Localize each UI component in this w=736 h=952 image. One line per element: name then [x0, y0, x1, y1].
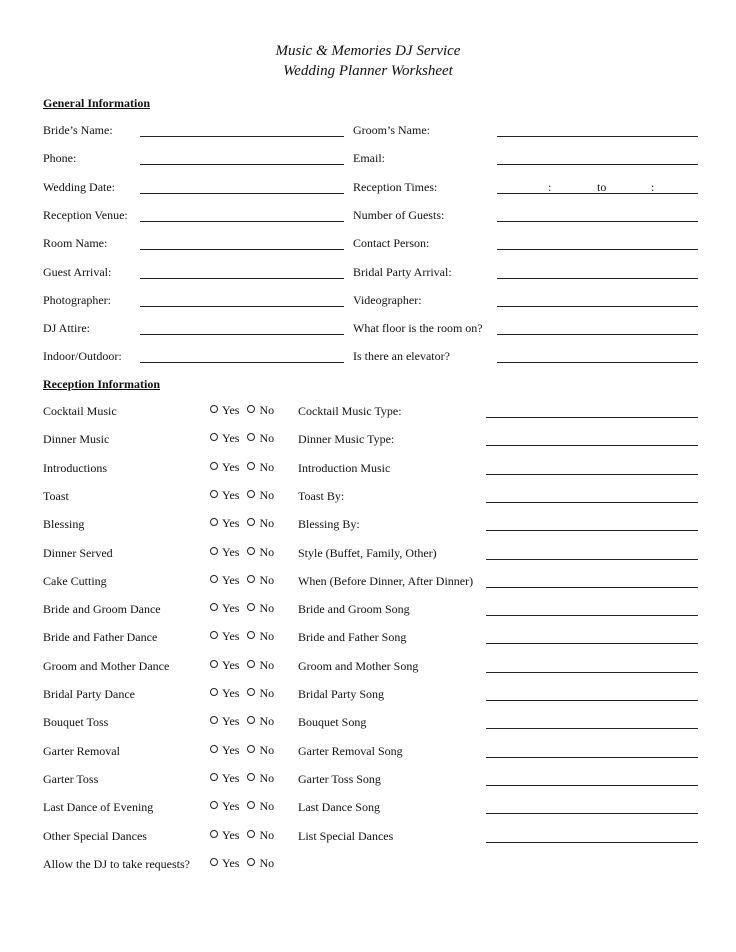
radio-circle-icon[interactable] [247, 631, 255, 639]
yes-no-options [210, 714, 274, 729]
radio-circle-icon[interactable] [210, 631, 218, 639]
yes-no-options [210, 771, 274, 786]
yes-option[interactable] [210, 714, 239, 729]
field-line[interactable] [497, 334, 698, 335]
radio-circle-icon[interactable] [210, 547, 218, 555]
radio-circle-icon[interactable] [210, 858, 218, 866]
radio-circle-icon[interactable] [210, 490, 218, 498]
event-label: Dinner Music [43, 432, 110, 447]
no-label: No [259, 714, 275, 729]
event-label: Other Special Dances [43, 828, 147, 843]
yes-option[interactable] [210, 573, 239, 588]
no-option[interactable] [247, 799, 274, 814]
field-line[interactable] [497, 136, 698, 137]
no-option[interactable] [247, 545, 274, 560]
yes-no-options [210, 403, 274, 418]
detail-line[interactable] [486, 700, 698, 701]
yes-no-options [210, 460, 274, 475]
detail-label: Groom and Mother Song [298, 658, 419, 673]
no-label: No [259, 686, 275, 700]
yes-option[interactable] [210, 658, 239, 673]
field-line[interactable] [140, 278, 344, 279]
field-line[interactable] [497, 362, 698, 363]
field-line[interactable] [140, 193, 344, 194]
detail-label: Bride and Groom Song [298, 602, 410, 617]
yes-option[interactable] [210, 743, 239, 758]
yes-label: Yes [222, 403, 240, 417]
worksheet-title-line2: Wedding Planner Worksheet [283, 63, 453, 79]
general-information-heading: General Information [43, 96, 150, 110]
time-colon: : [651, 179, 655, 194]
event-label: Introductions [43, 460, 107, 475]
yes-option[interactable] [210, 516, 239, 531]
yes-no-options [210, 573, 274, 588]
no-option[interactable] [247, 629, 274, 644]
field-label: Is there an elevator? [353, 349, 450, 364]
no-label: No [259, 487, 275, 502]
field-line[interactable] [497, 306, 698, 307]
detail-label: Dinner Music Type: [298, 432, 395, 447]
detail-label: Bouquet Song [298, 715, 367, 730]
event-label: Cake Cutting [43, 573, 107, 588]
radio-circle-icon[interactable] [210, 688, 218, 696]
detail-line[interactable] [486, 813, 698, 814]
radio-circle-icon[interactable] [247, 518, 255, 526]
no-label: No [259, 431, 275, 446]
no-option[interactable] [247, 743, 274, 758]
radio-circle-icon[interactable] [210, 433, 218, 441]
yes-option[interactable] [210, 828, 239, 843]
field-label: Groom’s Name: [353, 123, 430, 137]
yes-label: Yes [222, 516, 240, 531]
yes-no-options [210, 686, 274, 701]
radio-circle-icon[interactable] [210, 773, 218, 781]
field-label: Guest Arrival: [43, 264, 112, 279]
radio-circle-icon[interactable] [247, 801, 255, 809]
field-line[interactable] [497, 164, 698, 165]
no-label: No [259, 799, 275, 814]
radio-circle-icon[interactable] [210, 518, 218, 526]
detail-line[interactable] [486, 728, 698, 729]
detail-label: Blessing By: [298, 517, 360, 532]
no-option[interactable] [247, 573, 274, 588]
radio-circle-icon[interactable] [247, 830, 255, 838]
field-line[interactable] [140, 334, 344, 335]
event-label: Bridal Party Dance [43, 687, 135, 701]
detail-line[interactable] [486, 672, 698, 673]
yes-no-options [210, 658, 274, 673]
yes-no-options [210, 488, 274, 503]
yes-option[interactable] [210, 545, 239, 560]
detail-line[interactable] [486, 445, 698, 446]
no-option[interactable] [247, 460, 274, 475]
radio-circle-icon[interactable] [247, 433, 255, 441]
event-label: Last Dance of Evening [43, 800, 154, 815]
radio-circle-icon[interactable] [210, 603, 218, 611]
field-label: Videographer: [353, 292, 422, 307]
field-line[interactable] [497, 278, 698, 279]
yes-label: Yes [222, 742, 240, 757]
detail-line[interactable] [486, 587, 698, 588]
detail-line[interactable] [486, 615, 698, 616]
yes-label: Yes [222, 657, 240, 672]
field-line[interactable] [497, 221, 698, 222]
event-label: Bride and Groom Dance [43, 602, 161, 617]
yes-no-options [210, 545, 274, 560]
field-label: DJ Attire: [43, 321, 90, 336]
detail-line[interactable] [486, 530, 698, 531]
field-label: Reception Venue: [43, 207, 128, 222]
no-option[interactable] [247, 714, 274, 729]
yes-label: Yes [222, 714, 240, 729]
event-label: Bride and Father Dance [43, 630, 158, 645]
yes-label: Yes [222, 431, 240, 446]
yes-option[interactable] [210, 856, 239, 871]
event-label: Groom and Mother Dance [43, 658, 170, 673]
detail-label: Cocktail Music Type: [298, 404, 402, 418]
radio-circle-icon[interactable] [210, 801, 218, 809]
no-label: No [259, 629, 275, 644]
detail-line[interactable] [486, 757, 698, 758]
no-label: No [259, 770, 275, 785]
detail-label: Introduction Music [298, 460, 391, 475]
detail-label: List Special Dances [298, 828, 394, 843]
detail-line[interactable] [486, 559, 698, 560]
radio-circle-icon[interactable] [210, 405, 218, 413]
reception-information-heading: Reception Information [43, 377, 160, 391]
field-line[interactable] [140, 136, 344, 137]
field-line[interactable] [140, 362, 344, 363]
yes-option[interactable] [210, 403, 239, 418]
detail-line[interactable] [486, 643, 698, 644]
radio-circle-icon[interactable] [210, 830, 218, 838]
field-label: Bride’s Name: [43, 123, 113, 137]
radio-circle-icon[interactable] [247, 660, 255, 668]
field-line[interactable] [140, 164, 344, 165]
event-label: Dinner Served [43, 545, 113, 560]
detail-label: Toast By: [298, 488, 345, 503]
yes-option[interactable] [210, 460, 239, 475]
yes-option[interactable] [210, 686, 239, 701]
field-label: Reception Times: [353, 179, 438, 194]
yes-label: Yes [222, 855, 240, 870]
field-label: Wedding Date: [43, 179, 116, 194]
radio-circle-icon[interactable] [247, 858, 255, 866]
yes-option[interactable] [210, 771, 239, 786]
radio-circle-icon[interactable] [247, 405, 255, 413]
yes-label: Yes [222, 601, 240, 616]
detail-label: Bride and Father Song [298, 630, 407, 645]
no-option[interactable] [247, 403, 274, 418]
yes-option[interactable] [210, 799, 239, 814]
detail-label: Style (Buffet, Family, Other) [298, 545, 437, 560]
yes-option[interactable] [210, 629, 239, 644]
yes-no-options [210, 743, 274, 758]
radio-circle-icon[interactable] [247, 773, 255, 781]
event-label: Blessing [43, 517, 85, 532]
yes-label: Yes [222, 770, 240, 785]
no-option[interactable] [247, 686, 274, 701]
no-label: No [259, 742, 275, 757]
radio-circle-icon[interactable] [247, 603, 255, 611]
yes-no-options [210, 431, 274, 446]
yes-option[interactable] [210, 601, 239, 616]
field-label: Room Name: [43, 236, 108, 251]
detail-line[interactable] [486, 417, 698, 418]
worksheet-title-line1: Music & Memories DJ Service [275, 43, 461, 59]
no-label: No [259, 459, 275, 474]
event-label: Garter Removal [43, 743, 120, 758]
field-line[interactable] [140, 221, 344, 222]
radio-circle-icon[interactable] [247, 490, 255, 498]
detail-label: Last Dance Song [298, 800, 380, 815]
no-label: No [259, 827, 275, 842]
no-label: No [259, 572, 275, 587]
field-label: Number of Guests: [353, 207, 445, 222]
yes-option[interactable] [210, 488, 239, 503]
no-label: No [259, 516, 275, 531]
radio-circle-icon[interactable] [210, 745, 218, 753]
radio-circle-icon[interactable] [210, 660, 218, 668]
yes-label: Yes [222, 459, 240, 474]
detail-line[interactable] [486, 474, 698, 475]
detail-line[interactable] [486, 502, 698, 503]
time-to-label: to [597, 179, 607, 194]
yes-option[interactable] [210, 431, 239, 446]
event-label: Cocktail Music [43, 404, 117, 418]
detail-line[interactable] [486, 785, 698, 786]
field-line[interactable] [497, 249, 698, 250]
no-option[interactable] [247, 488, 274, 503]
yes-no-options [210, 828, 274, 843]
yes-no-options [210, 516, 274, 531]
event-label: Toast [43, 488, 69, 503]
yes-no-options [210, 856, 274, 871]
no-option[interactable] [247, 856, 274, 871]
radio-circle-icon[interactable] [247, 688, 255, 696]
no-option[interactable] [247, 828, 274, 843]
yes-label: Yes [222, 487, 240, 502]
yes-no-options [210, 601, 274, 616]
no-option[interactable] [247, 431, 274, 446]
yes-label: Yes [222, 629, 240, 644]
detail-label: When (Before Dinner, After Dinner) [298, 573, 474, 588]
radio-circle-icon[interactable] [247, 462, 255, 470]
field-line[interactable] [140, 249, 344, 250]
field-label: Bridal Party Arrival: [353, 264, 452, 279]
radio-circle-icon[interactable] [210, 575, 218, 583]
no-label: No [259, 657, 275, 672]
event-label: Bouquet Toss [43, 715, 109, 730]
no-option[interactable] [247, 516, 274, 531]
no-label: No [259, 855, 275, 870]
detail-label: Garter Toss Song [298, 771, 381, 786]
detail-label: Garter Removal Song [298, 743, 403, 758]
no-option[interactable] [247, 601, 274, 616]
event-label: Garter Toss [43, 771, 99, 786]
no-option[interactable] [247, 658, 274, 673]
yes-label: Yes [222, 544, 240, 559]
field-line[interactable] [140, 306, 344, 307]
yes-label: Yes [222, 572, 240, 587]
detail-label: Bridal Party Song [298, 687, 384, 701]
no-label: No [259, 601, 275, 616]
no-label: No [259, 403, 275, 417]
field-label: What floor is the room on? [353, 321, 483, 336]
detail-line[interactable] [486, 842, 698, 843]
field-label: Contact Person: [353, 236, 430, 251]
no-option[interactable] [247, 771, 274, 786]
radio-circle-icon[interactable] [247, 745, 255, 753]
time-colon: : [548, 179, 552, 194]
radio-circle-icon[interactable] [247, 547, 255, 555]
field-label: Indoor/Outdoor: [43, 349, 122, 364]
radio-circle-icon[interactable] [210, 716, 218, 724]
radio-circle-icon[interactable] [247, 575, 255, 583]
event-label: Allow the DJ to take requests? [43, 856, 190, 871]
yes-label: Yes [222, 799, 240, 814]
yes-no-options [210, 799, 274, 814]
no-label: No [259, 544, 275, 559]
field-label: Phone: [43, 151, 77, 166]
radio-circle-icon[interactable] [247, 716, 255, 724]
field-label: Email: [353, 151, 385, 166]
radio-circle-icon[interactable] [210, 462, 218, 470]
field-label: Photographer: [43, 292, 111, 307]
yes-no-options [210, 629, 274, 644]
yes-label: Yes [222, 686, 240, 700]
yes-label: Yes [222, 827, 240, 842]
